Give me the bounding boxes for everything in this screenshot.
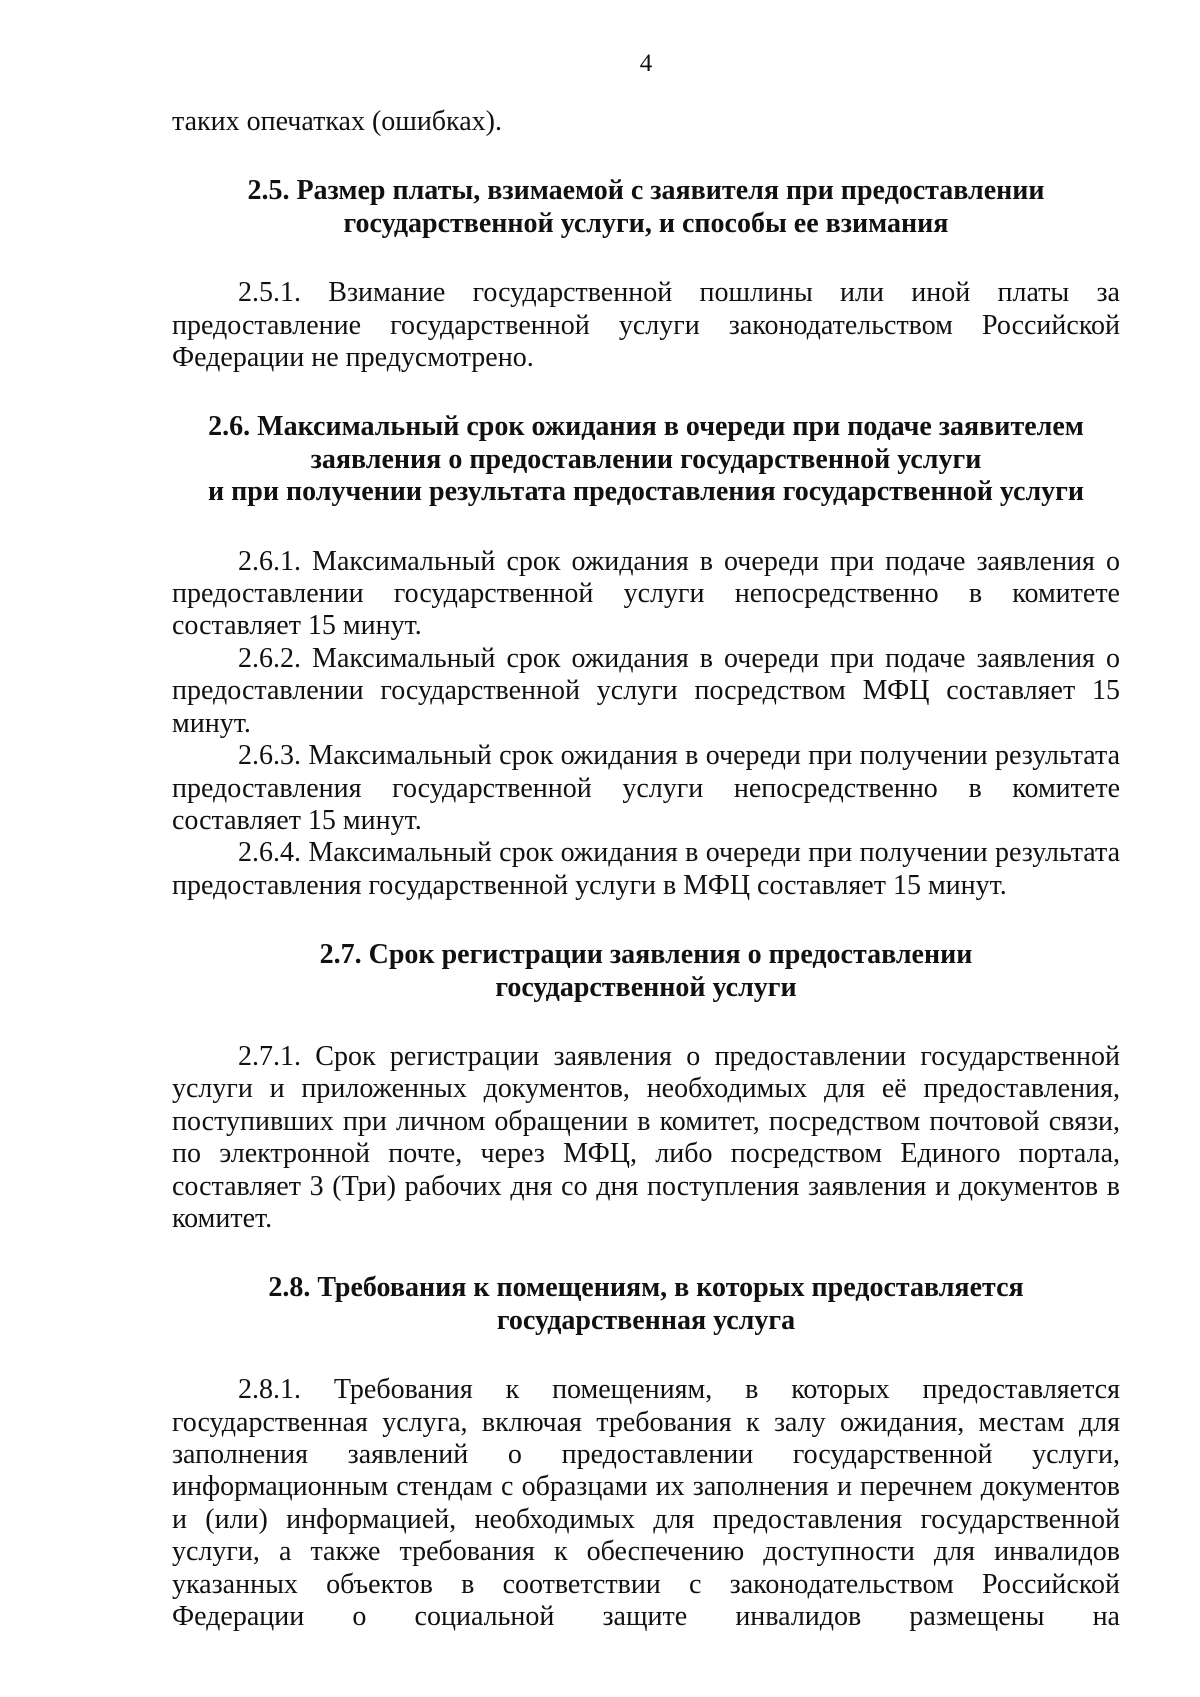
paragraph-2-5-1: 2.5.1. Взимание государственной пошлины или иной платы за предоставление государственной услуги законодательством Российской Федерации не предусмотрено. (172, 277, 1120, 374)
document-page (172, 48, 1120, 1633)
section-heading-2-5: 2.5. Размер платы, взимаемой с заявителя при предоставлении государственной услуги, и способы ее взимания (247, 175, 1045, 239)
paragraph-2-8-1: 2.8.1. Требования к помещениям, в которых предоставляется государственная услуга, включая требования к залу ожидания, местам для заполнения заявлений о предоставлении государственной услуги, информационным стендам с образцами их заполнения и перечнем документов и (или) информацией, необходимых для предоставления государственной услуги, а также требования к обеспечению доступности для инвалидов указанных объектов в соответствии с законодательством Российской Федерации о социальной защите инвалидов размещены на (172, 1374, 1120, 1633)
paragraph-2-6-1: 2.6.1. Максимальный срок ожидания в очереди при подаче заявления о предоставлении государственной услуги непосредственно в комитете составляет 15 минут. (172, 545, 1120, 642)
paragraph-2-6-2: 2.6.2. Максимальный срок ожидания в очереди при подаче заявления о предоставлении государственной услуги посредством МФЦ составляет 15 минут. (172, 642, 1120, 739)
paragraph-2-6-4: 2.6.4. Максимальный срок ожидания в очереди при получении результата предоставления государственной услуги в МФЦ составляет 15 минут. (172, 837, 1120, 901)
paragraph-2-7-1: 2.7.1. Срок регистрации заявления о предоставлении государственной услуги и приложенных документов, необходимых для её предоставления, поступивших при личном обращении в комитет, посредством почтовой связи, по электронной почте, через МФЦ, либо посредством Единого портала, составляет 3 (Три) рабочих дня со дня поступления заявления и документов в комитет. (172, 1040, 1120, 1234)
section-heading-2-7: 2.7. Срок регистрации заявления о предоставлении государственной услуги (319, 939, 973, 1003)
continuation-text: таких опечатках (ошибках). (172, 106, 502, 137)
section-heading-2-6: 2.6. Максимальный срок ожидания в очереди при подаче заявителем заявления о предоставлении государственной услуги и при получении результата предоставления государственной услуги (208, 411, 1084, 508)
paragraph-2-6-3: 2.6.3. Максимальный срок ожидания в очереди при получении результата предоставления государственной услуги непосредственно в комитете составляет 15 минут. (172, 740, 1120, 836)
page-number: 4 (639, 50, 653, 77)
section-heading-2-8: 2.8. Требования к помещениям, в которых предоставляется государственная услуга (268, 1272, 1024, 1336)
